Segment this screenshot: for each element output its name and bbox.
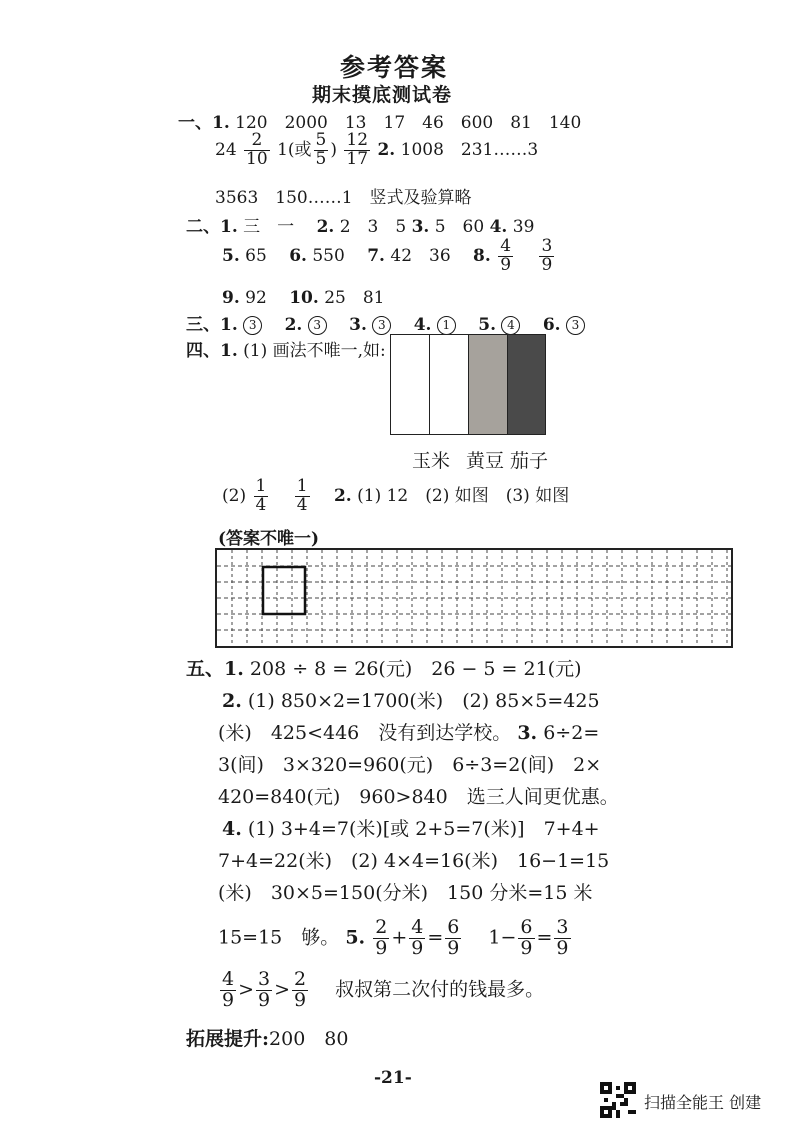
text: (1) 3+4=7(米)[或 2+5=7(米)] 7+4+ [247,818,600,840]
section-2-line-1 [186,212,534,237]
question-number: 3. [411,217,430,237]
section-5-line-5: 420=840(元) 960>840 选三人间更优惠。 [218,786,619,808]
text: 叔叔第二次付的钱最多。 [335,978,545,1001]
text: ) [330,139,338,160]
circled-answer: 3 [243,316,262,335]
grid-lines [217,550,731,646]
text: (米) 425<446 没有到达学校。 [218,722,512,744]
text: 92 [245,288,267,308]
bar-cell-shaded-dark [508,335,545,434]
text: 1(或 [277,139,312,160]
question-number: 7. [367,245,385,266]
question-number: 8. [473,245,491,266]
fraction: $\frac{4}{9}$ [222,968,235,1011]
fraction: $\frac{4}{9}$ [411,916,424,959]
section-1-answers: 120 2000 13 17 46 600 81 140 [235,113,582,133]
fraction: $\frac{6}{9}$ [520,916,533,959]
page-title: 参考答案 [340,53,449,82]
text: (1) 画法不唯一,如: [243,341,386,361]
section-4-line-2 [222,478,569,515]
text: 24 [215,139,237,160]
section-1-line-3: 3563 150……1 竖式及验算略 [215,188,472,208]
question-number: 4. [222,818,242,840]
question-number: 5. [345,926,366,949]
circled-answer: 3 [372,316,391,335]
section-5-line-2 [222,686,600,713]
question-number: 5. [222,245,240,266]
text: 208 ÷ 8 = 26(元) 26 − 5 = 21(元) [249,658,582,680]
bar-label-corn: 玉米 [412,450,451,472]
section-2-line-3 [222,283,384,308]
circled-answer: 3 [308,316,327,335]
circled-answer: 4 [501,316,520,335]
section-1-head: 一、1. [178,113,230,133]
grid-figure [215,548,733,648]
fraction: $\frac{3}{9}$ [541,236,553,275]
fraction: $\frac{2}{9}$ [294,968,307,1011]
text: (1) 850×2=1700(米) (2) 85×5=425 [247,690,600,712]
fraction: $\frac{2}{10}$ [246,130,268,169]
question-number: 2. [222,690,242,712]
section-1-line-2 [215,132,538,169]
question-number: 2. [316,217,335,237]
section-3-head: 三、1. [186,315,238,335]
text: 6÷2= [543,722,600,744]
fraction: $\frac{4}{9}$ [500,236,512,275]
section-5-line-8: (米) 30×5=150(分米) 150 分米=15 米 [218,882,593,904]
page-subtitle: 期末摸底测试卷 [312,84,453,106]
fraction: $\frac{3}{9}$ [556,916,569,959]
text: 25 81 [324,288,385,308]
text: 550 [312,245,345,266]
section-5-line-10: $\frac{4}{9}$ > $\frac{3}{9}$ > $\frac{2}{9}$ 叔叔第二次付的钱最多。 [222,968,545,1011]
bar-label-eggplant: 茄子 [510,450,549,472]
fraction: $\frac{3}{9}$ [258,968,271,1011]
question-number: 5. [478,315,496,335]
section-5-line-1 [186,654,582,681]
circled-answer: 3 [566,316,585,335]
section-4-head: 四、1. [186,341,238,361]
question-number: 9. [222,288,240,308]
text: 1− [488,926,517,949]
bar-cell [391,335,430,434]
text: 42 36 [390,245,451,266]
bar-cell [430,335,469,434]
extension-value: 200 80 [269,1028,349,1050]
text: 15=15 够。 [218,926,340,949]
fraction: $\frac{2}{9}$ [375,916,388,959]
section-5-head: 五、1. [186,658,244,680]
text: (2) [222,485,247,506]
fraction: $\frac{5}{5}$ [315,130,327,169]
bar-cell-shaded [469,335,508,434]
extension-label: 拓展提升: [186,1028,270,1050]
page-number: -21- [374,1068,412,1088]
question-number: 2. [284,315,303,335]
text: (1) 12 (2) 如图 (3) 如图 [357,485,570,506]
question-number: 2. [333,485,352,506]
question-number: 10. [289,288,319,308]
fraction: $\frac{12}{17}$ [346,130,369,169]
question-number: 6. [542,315,561,335]
question-number: 6. [289,245,307,266]
fraction: $\frac{6}{9}$ [447,916,460,959]
question-number: 4. [413,315,432,335]
section-5-line-4: 3(间) 3×320=960(元) 6÷3=2(间) 2× [218,754,602,776]
section-2-line-2 [222,238,556,275]
section-5-line-6 [222,814,600,841]
text: 1008 231……3 [400,139,539,160]
text: 39 [512,217,535,237]
section-5-line-9: 15=15 够。 5. $\frac{2}{9}$ + $\frac{4}{9}$ = $\frac{6}{9}$ 1− $\frac{6}{9}$ = $\frac{3}{9}$ [218,916,569,959]
section-5-line-7: 7+4=22(米) (2) 4×4=16(米) 16−1=15 [218,850,610,872]
bar-figure [390,334,546,435]
bar-label-soybean: 黄豆 [466,450,505,472]
section-3-line [186,310,585,335]
qr-code-icon [600,1082,636,1118]
fraction: $\frac{1}{4}$ [255,476,267,515]
text: 65 [245,245,267,266]
circled-answer: 1 [437,316,456,335]
text: 2 3 5 [339,217,407,237]
question-number: 3. [517,722,538,744]
drawn-rectangle [263,567,305,614]
extension-line [186,1024,348,1051]
section-4-line-1 [186,336,386,361]
text: 5 60 [434,217,485,237]
section-5-line-3 [218,718,599,745]
fraction: $\frac{1}{4}$ [296,476,308,515]
question-number: 4. [489,217,508,237]
question-number: 3. [349,315,367,335]
watermark-text: 扫描全能王 创建 [644,1093,762,1112]
section-4-note: (答案不唯一) [218,529,320,549]
question-number: 2. [377,139,396,160]
section-1-line-1 [178,108,581,133]
section-2-head: 二、1. [186,217,238,237]
text: 三 一 [243,217,295,237]
